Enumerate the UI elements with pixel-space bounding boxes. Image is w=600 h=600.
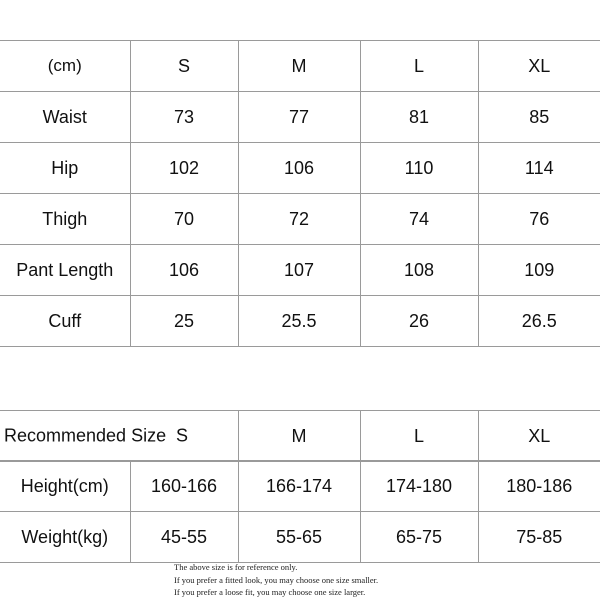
table-cell: 74 — [360, 194, 478, 245]
table-cell: 70 — [130, 194, 238, 245]
table-cell: 26 — [360, 296, 478, 347]
table-cell: 107 — [238, 245, 360, 296]
row-label: Hip — [0, 143, 130, 194]
note-line: If you prefer a loose fit, you may choose one size larger. — [174, 587, 366, 597]
note-line: The above size is for reference only. — [174, 562, 298, 572]
row-label: Thigh — [0, 194, 130, 245]
table-row-pant-length — [0, 245, 600, 296]
size-header-m: M — [238, 41, 360, 92]
table-cell: 180-186 — [478, 461, 600, 512]
recommended-size-label: Recommended Size — [4, 425, 167, 446]
row-label: Waist — [0, 92, 130, 143]
table-cell: 72 — [238, 194, 360, 245]
recommended-values-table — [0, 460, 600, 563]
table-cell: 25.5 — [238, 296, 360, 347]
table-cell: 110 — [360, 143, 478, 194]
table-cell: 109 — [478, 245, 600, 296]
table-cell: 73 — [130, 92, 238, 143]
table-row-hip — [0, 143, 600, 194]
row-label: Height(cm) — [0, 461, 130, 512]
recommended-size-table — [0, 410, 600, 462]
table-row-cuff — [0, 296, 600, 347]
table-row-thigh — [0, 194, 600, 245]
recommended-header-s: S — [176, 425, 189, 446]
recommended-header-row — [0, 411, 600, 462]
recommended-header-m: M — [238, 411, 360, 462]
size-chart-table — [0, 40, 600, 347]
table-cell: 77 — [238, 92, 360, 143]
table-cell: 102 — [130, 143, 238, 194]
table-cell: 108 — [360, 245, 478, 296]
table-cell: 85 — [478, 92, 600, 143]
table-cell: 81 — [360, 92, 478, 143]
size-header-s: S — [130, 41, 238, 92]
recommended-header-xl: XL — [478, 411, 600, 462]
table-cell: 75-85 — [478, 512, 600, 563]
table-cell: 174-180 — [360, 461, 478, 512]
size-header-l: L — [360, 41, 478, 92]
size-notes — [174, 561, 378, 599]
table-row-waist — [0, 92, 600, 143]
table-cell: 25 — [130, 296, 238, 347]
size-header-xl: XL — [478, 41, 600, 92]
recommended-header-cell — [0, 411, 238, 462]
size-header-row — [0, 41, 600, 92]
table-cell: 26.5 — [478, 296, 600, 347]
unit-label: (cm) — [0, 41, 130, 92]
note-line: If you prefer a fitted look, you may choose one size smaller. — [174, 574, 379, 585]
table-cell: 114 — [478, 143, 600, 194]
table-row-height — [0, 461, 600, 512]
table-cell: 55-65 — [238, 512, 360, 563]
table-row-weight — [0, 512, 600, 563]
row-label: Pant Length — [0, 245, 130, 296]
table-cell: 65-75 — [360, 512, 478, 563]
table-cell: 166-174 — [238, 461, 360, 512]
table-cell: 45-55 — [130, 512, 238, 563]
recommended-header-l: L — [360, 411, 478, 462]
table-cell: 76 — [478, 194, 600, 245]
row-label: Weight(kg) — [0, 512, 130, 563]
table-cell: 106 — [130, 245, 238, 296]
table-cell: 106 — [238, 143, 360, 194]
row-label: Cuff — [0, 296, 130, 347]
table-cell: 160-166 — [130, 461, 238, 512]
